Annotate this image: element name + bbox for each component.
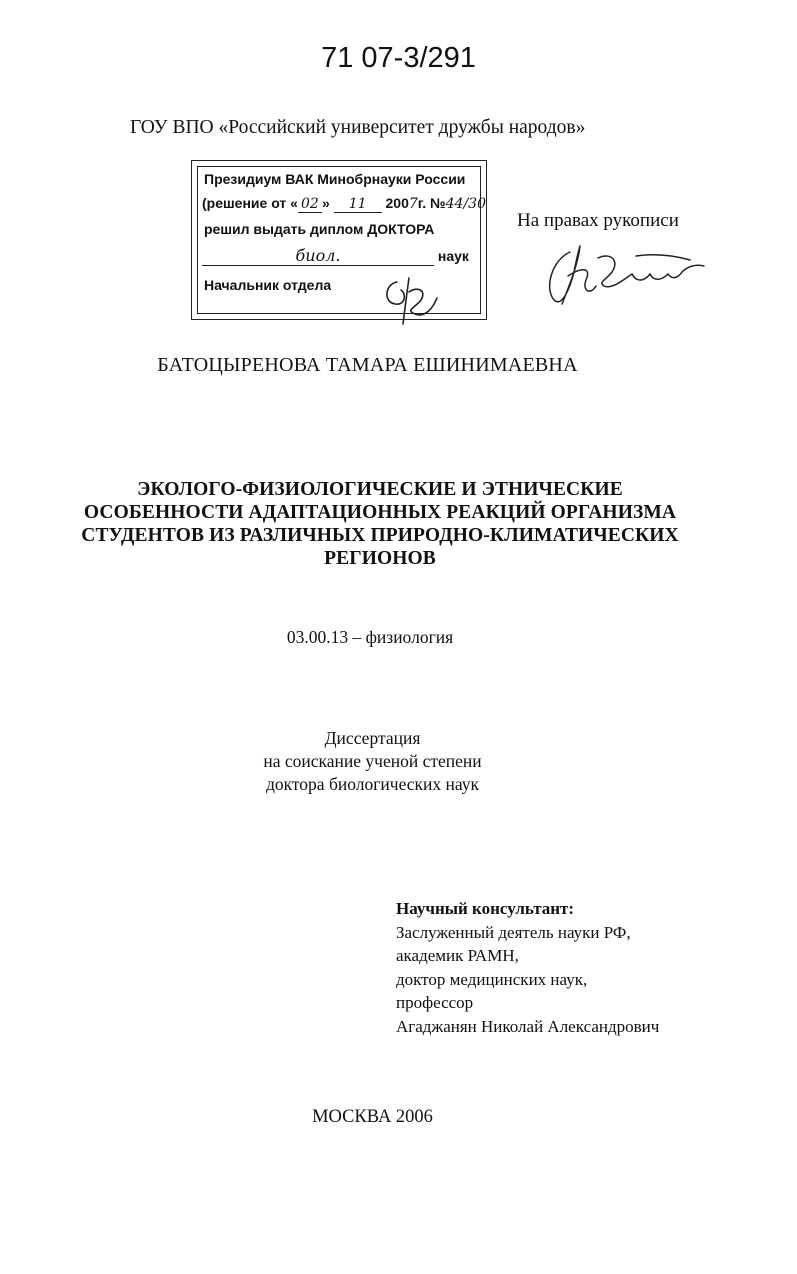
dissertation-block <box>0 727 745 796</box>
stamp-line-field <box>202 246 469 266</box>
author-name: БАТОЦЫРЕНОВА ТАМАРА ЕШИНИМАЕВНА <box>157 354 578 376</box>
consultant-line: академик РАМН, <box>396 946 519 965</box>
thesis-title-line: ЭКОЛОГО-ФИЗИОЛОГИЧЕСКИЕ И ЭТНИЧЕСКИЕ <box>137 479 623 500</box>
city-year: МОСКВА 2006 <box>312 1107 433 1127</box>
stamp-line-presidium: Президиум ВАК Минобрнауки России <box>204 171 466 187</box>
stamp-decision-month: 11 <box>334 196 382 213</box>
consultant-label: Научный консультант: <box>396 899 575 918</box>
stamp-signature <box>375 268 445 330</box>
thesis-title <box>40 478 720 570</box>
institution-name: ГОУ ВПО «Российский университет дружбы народов» <box>130 117 586 138</box>
thesis-title-line: СТУДЕНТОВ ИЗ РАЗЛИЧНЫХ ПРИРОДНО-КЛИМАТИЧЕСКИХ <box>81 525 679 546</box>
thesis-title-line: ОСОБЕННОСТИ АДАПТАЦИОННЫХ РЕАКЦИЙ ОРГАНИЗМА <box>83 502 677 523</box>
stamp-decision-number-label: г. № <box>417 195 446 211</box>
consultant-line: профессор <box>396 993 474 1012</box>
consultant-block <box>396 897 659 1038</box>
author-signature <box>540 238 710 310</box>
consultant-name: Агаджанян Николай Александрович <box>396 1016 660 1036</box>
stamp-decision-day: 02 <box>298 196 322 213</box>
dissertation-line: Диссертация <box>324 728 421 748</box>
stamp-line-award: решил выдать диплом ДОКТОРА <box>204 221 435 237</box>
stamp-line-head: Начальник отдела <box>204 277 332 293</box>
stamp-decision-prefix: (решение от « <box>202 195 298 211</box>
stamp-line-decision <box>202 195 486 213</box>
stamp-decision-year: 7 <box>408 196 418 212</box>
thesis-title-line: РЕГИОНОВ <box>324 548 436 569</box>
specialty-code: 03.00.13 – физиология <box>286 627 454 647</box>
stamp-decision-number: 44/30 <box>445 196 486 212</box>
stamp-decision-sep: » <box>321 195 330 211</box>
document-number: 71 07-3/291 <box>321 42 476 74</box>
stamp-field-suffix: наук <box>437 248 469 264</box>
stamp-field-handwritten: биол. <box>202 246 434 266</box>
stamp-decision-century: 200 <box>385 195 409 211</box>
manuscript-note: На правах рукописи <box>517 210 679 231</box>
dissertation-line: доктора биологических наук <box>265 774 480 794</box>
dissertation-line: на соискание ученой степени <box>263 751 482 771</box>
consultant-line: Заслуженный деятель науки РФ, <box>396 922 631 942</box>
consultant-line: доктор медицинских наук, <box>396 969 588 989</box>
